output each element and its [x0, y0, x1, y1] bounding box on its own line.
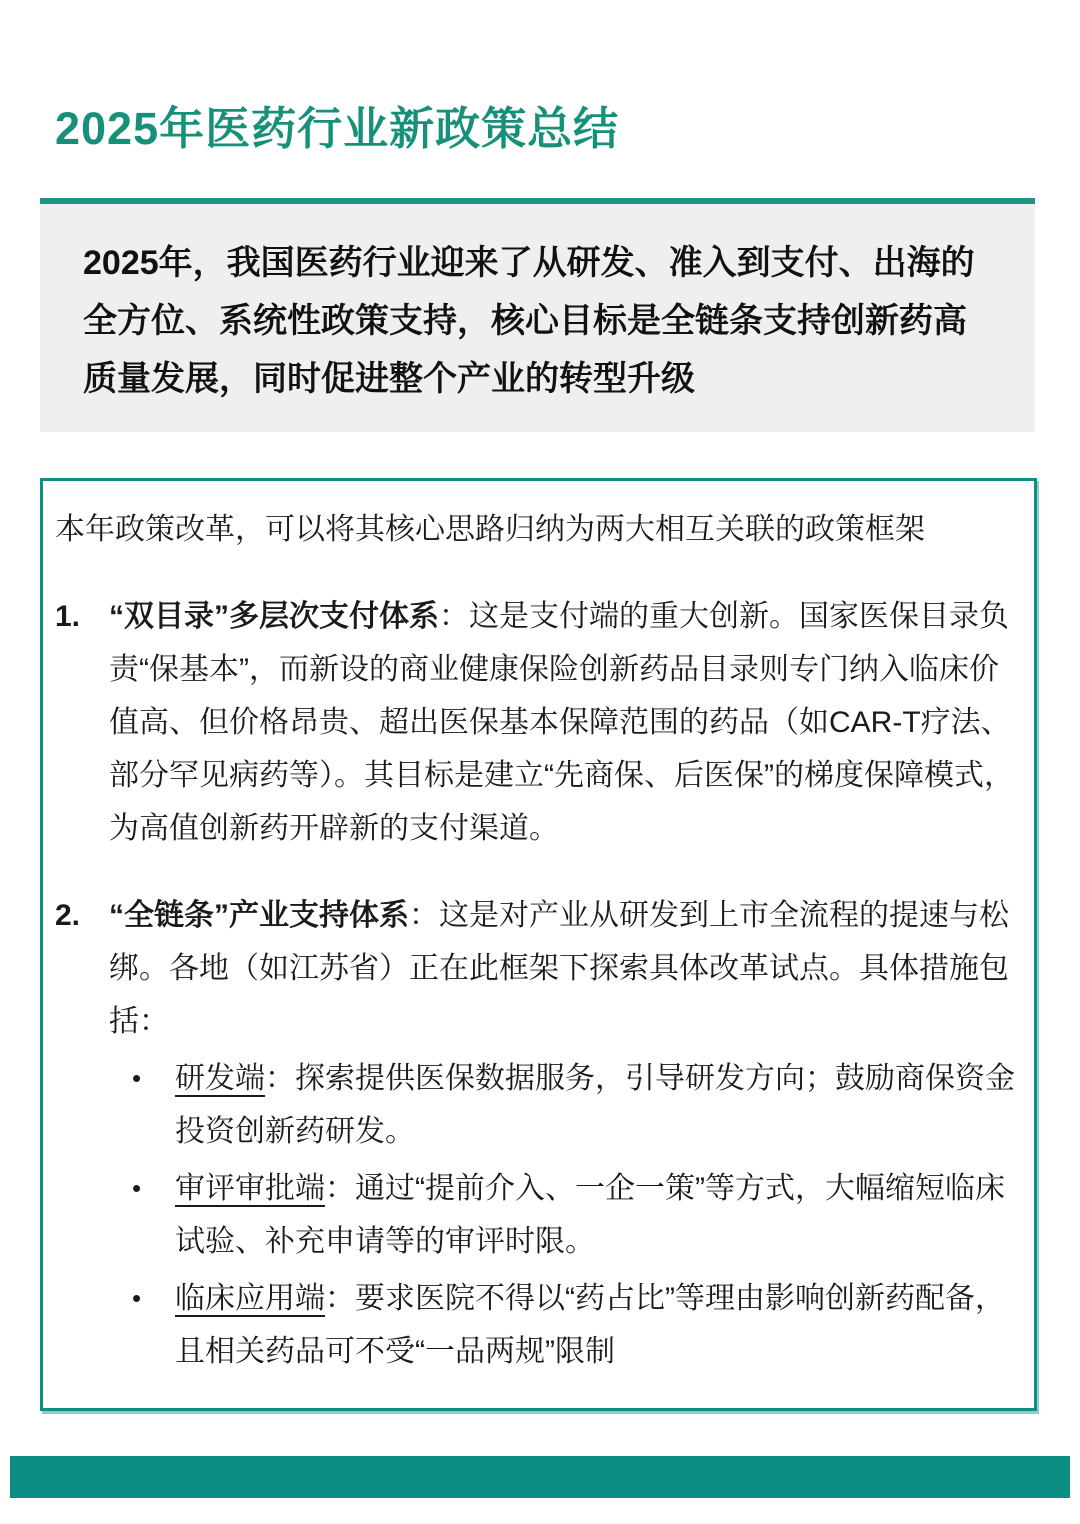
footer-bar — [10, 1456, 1070, 1498]
sub-bullet-item — [109, 1162, 1022, 1268]
bullet-icon: • — [132, 1063, 142, 1093]
content-box — [40, 478, 1037, 1411]
item-heading: “双目录”多层次支付体系 — [109, 600, 439, 633]
list-item-text — [109, 590, 1022, 855]
bullet-icon: • — [132, 1173, 142, 1203]
list-item — [55, 889, 1022, 1378]
page-title: 2025年医药行业新政策总结 — [55, 103, 620, 154]
sub-bullet-label: 审评审批端 — [175, 1172, 325, 1205]
item-body-text: ：这是支付端的重大创新。国家医保目录负责“保基本”，而新设的商业健康保险创新药品目录则专门纳入临床价值高、但价格昂贵、超出医保基本保障范围的药品（如CAR-T疗法、部分罕见病药等）。其目标是建立“先商保、后医保”的梯度保障模式，为高值创新药开辟新的支付渠道。 — [109, 600, 1014, 845]
item-paragraph — [109, 889, 1022, 1048]
content-intro: 本年政策改革，可以将其核心思路归纳为两大相互关联的政策框架 — [55, 513, 925, 546]
sub-bullet-text: ：要求医院不得以“药占比”等理由影响创新药配备，且相关药品可不受“一品两规”限制 — [175, 1282, 1005, 1368]
list-number: 2. — [55, 899, 81, 932]
sub-bullet-list — [109, 1052, 1022, 1378]
sub-bullet-label: 临床应用端 — [175, 1282, 325, 1315]
sub-bullet-item — [109, 1272, 1022, 1378]
list-number: 1. — [55, 600, 81, 633]
sub-bullet-label: 研发端 — [175, 1062, 265, 1095]
sub-bullet-item — [109, 1052, 1022, 1158]
bullet-icon: • — [132, 1283, 142, 1313]
sub-bullet-text: ：通过“提前介入、一企一策”等方式，大幅缩短临床试验、补充申请等的审评时限。 — [175, 1172, 1005, 1258]
list-item-text — [109, 889, 1022, 1378]
sub-bullet-text: ：探索提供医保数据服务，引导研发方向；鼓励商保资金投资创新药研发。 — [175, 1062, 1015, 1148]
summary-section — [40, 198, 1035, 432]
summary-box — [40, 204, 1035, 432]
summary-text: 2025年，我国医药行业迎来了从研发、准入到支付、出海的全方位、系统性政策支持，核心目标是全链条支持创新药高质量发展，同时促进整个产业的转型升级 — [83, 244, 975, 398]
list-item — [55, 590, 1022, 855]
item-heading: “全链条”产业支持体系 — [109, 899, 409, 932]
item-body-text: ：这是对产业从研发到上市全流程的提速与松绑。各地（如江苏省）正在此框架下探索具体改革试点。具体措施包括： — [109, 899, 1009, 1038]
